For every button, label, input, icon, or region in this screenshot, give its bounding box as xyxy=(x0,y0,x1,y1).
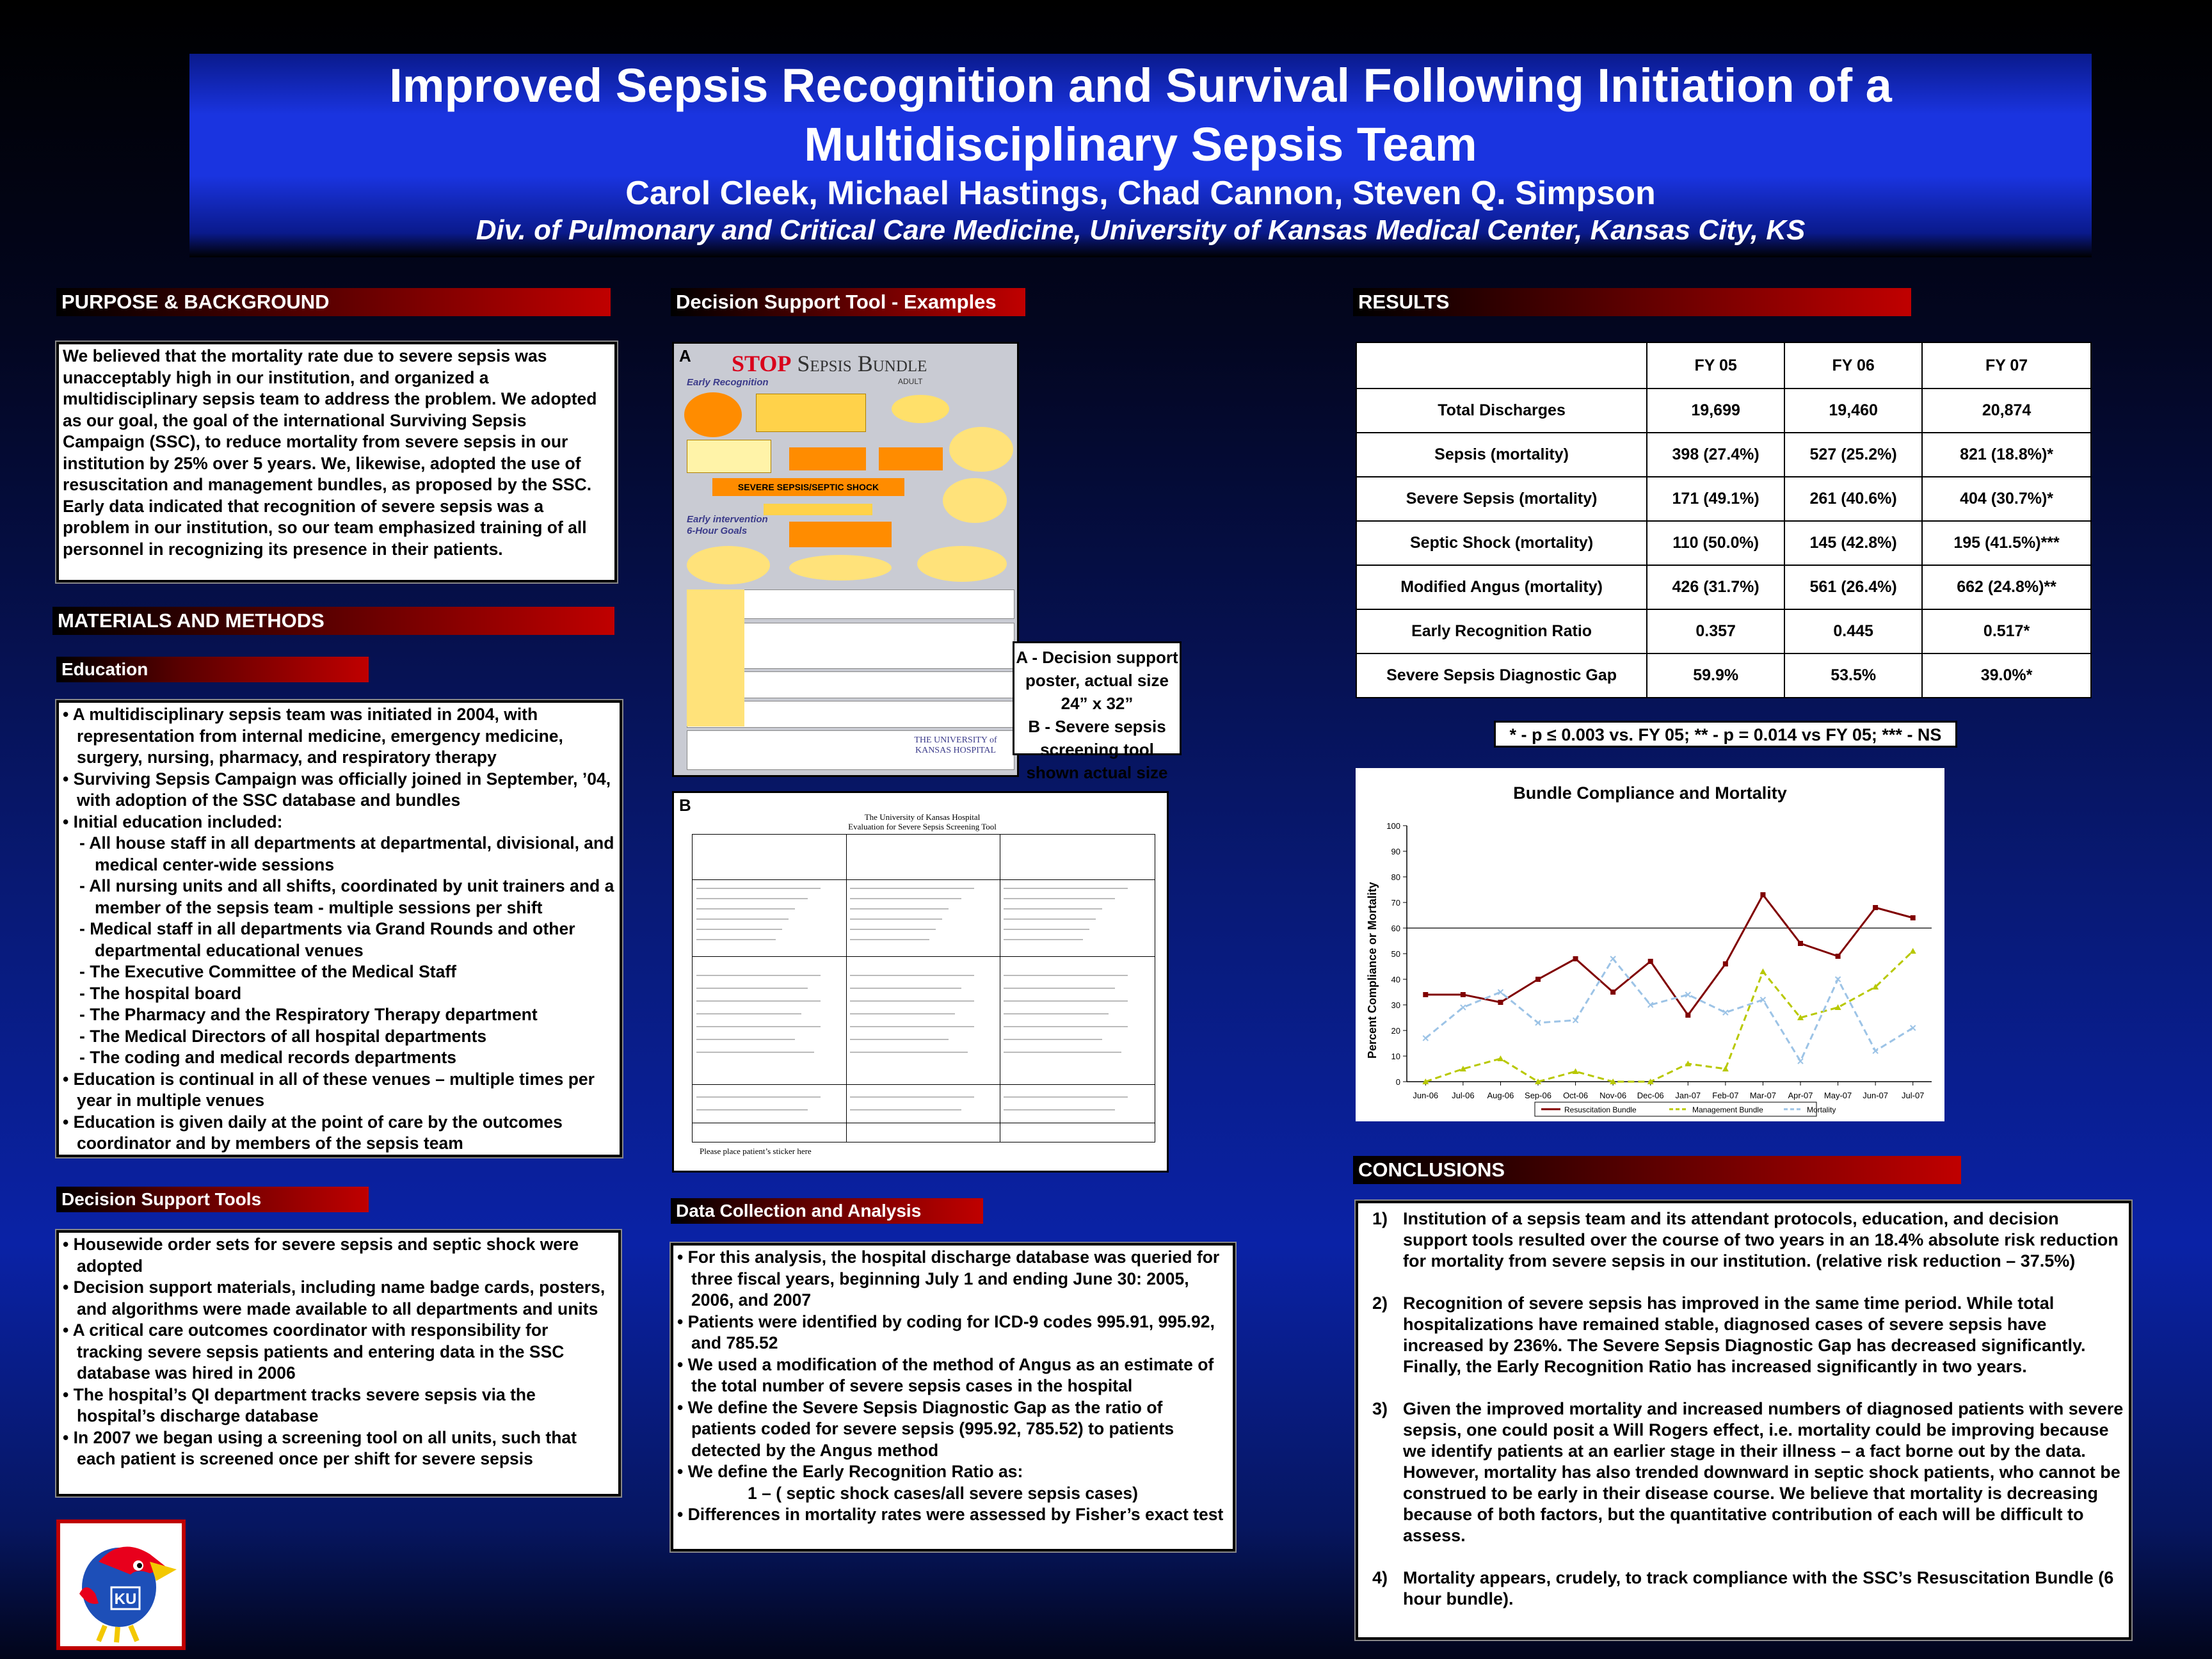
results-header: RESULTS xyxy=(1353,288,1911,316)
poster-six-hour: 6-Hour Goals xyxy=(687,525,748,536)
results-row xyxy=(1356,477,2091,521)
form-lines xyxy=(693,835,1155,1142)
decision-support-tools-header: Decision Support Tools xyxy=(56,1187,369,1212)
results-cell: 110 (50.0%) xyxy=(1647,521,1784,565)
chart-point xyxy=(1910,948,1916,954)
results-cell: 398 (27.4%) xyxy=(1647,433,1784,477)
poster-captions xyxy=(1013,641,1182,782)
education-box xyxy=(56,700,622,1157)
chart-plot-area xyxy=(1386,821,1932,1100)
chart-x-tick-label: Feb-07 xyxy=(1712,1091,1739,1100)
poster-early-recognition: Early Recognition xyxy=(687,377,769,388)
poster-logo: THE UNIVERSITY of KANSAS HOSPITAL xyxy=(914,735,997,755)
data-collection-bullet-item: • We define the Severe Sepsis Diagnostic Gap as the ratio of patients coded for severe sepsis (995.92, 785.52) to patients detected by the Angus method xyxy=(677,1397,1229,1462)
decision-support-bullet-item: • A critical care outcomes coordinator with responsibility for tracking severe sepsis patients and entering data in the SSC database was hired in 2006 xyxy=(63,1320,614,1384)
chart-y-tick-label: 90 xyxy=(1391,847,1400,856)
decision-support-tools-list xyxy=(63,1234,614,1470)
results-footnote: * - p ≤ 0.003 vs. FY 05; ** - p = 0.014 vs FY 05; *** - NS xyxy=(1494,721,1957,748)
results-column-header: FY 06 xyxy=(1784,342,1922,389)
chart-point xyxy=(1723,961,1728,966)
decision-support-tools-box xyxy=(56,1230,621,1496)
chart-point xyxy=(1423,1036,1428,1041)
conclusion-number: 1) xyxy=(1372,1209,1388,1228)
form-label-b: B xyxy=(679,796,691,815)
chart-point xyxy=(1610,990,1615,995)
results-cell: 821 (18.8%)* xyxy=(1922,433,2091,477)
chart-point xyxy=(1648,959,1653,964)
results-column-header: FY 05 xyxy=(1647,342,1784,389)
data-collection-bullet-item: • Patients were identified by coding for ICD-9 codes 995.91, 995.92, and 785.52 xyxy=(677,1311,1229,1354)
chart-legend-label: Resuscitation Bundle xyxy=(1564,1105,1637,1114)
ku-logo-text: KU xyxy=(114,1591,137,1608)
poster-title: Sepsis Bundle xyxy=(797,351,927,376)
poster-shock-box: SEVERE SEPSIS/SEPTIC SHOCK xyxy=(712,478,904,496)
results-cell: 404 (30.7%)* xyxy=(1922,477,2091,521)
conclusion-item: 4) Mortality appears, crudely, to track compliance with the SSC’s Resuscitation Bundle (6 hour bundle). xyxy=(1372,1568,2114,1608)
results-cell: 561 (26.4%) xyxy=(1784,565,1922,609)
results-cell: 53.5% xyxy=(1784,653,1922,698)
education-bullet-item: • A multidisciplinary sepsis team was initiated in 2004, with representation from internal medicine, emergency medicine, surgery, nursing, pharmacy, and respiratory therapy xyxy=(63,704,616,769)
caption-b: B - Severe sepsis screening tool shown actual size xyxy=(1026,717,1168,782)
form-title: The University of Kansas Hospital xyxy=(864,812,981,822)
poster-title-line2: Multidisciplinary Sepsis Team xyxy=(804,118,1477,171)
ku-logo xyxy=(56,1519,186,1650)
education-bullet-item: - The Executive Committee of the Medical Staff xyxy=(63,961,616,983)
chart-point xyxy=(1798,941,1803,946)
poster-label-a: A xyxy=(679,346,691,365)
chart-x-tick-label: Jan-07 xyxy=(1675,1091,1701,1100)
chart-y-axis-label: Percent Compliance or Mortality xyxy=(1366,881,1379,1059)
chart-y-tick-label: 100 xyxy=(1386,821,1400,831)
chart-legend xyxy=(1535,1102,1836,1116)
chart-point xyxy=(1760,892,1765,897)
form-header xyxy=(674,812,1169,831)
poster-stop: STOP xyxy=(732,351,792,376)
conclusions-list xyxy=(1362,1208,2125,1610)
conclusion-number: 2) xyxy=(1372,1294,1388,1313)
results-row xyxy=(1356,609,2091,653)
education-bullet-item: • Education is given daily at the point of care by the outcomes coordinator and by members of the sepsis team xyxy=(63,1112,616,1155)
chart-x-tick-label: Nov-06 xyxy=(1599,1091,1627,1100)
title-banner xyxy=(189,54,2092,257)
results-cell: 19,460 xyxy=(1784,389,1922,433)
chart-point xyxy=(1498,1000,1503,1005)
education-bullet-item: - The coding and medical records departments xyxy=(63,1047,616,1069)
conclusion-item: 2) Recognition of severe sepsis has improved in the same time period. While total hospitalizations have remained stable, diagnosed cases of severe sepsis have increased by 236%. The Severe Sepsis Diagnostic Gap has decreased significantly. Finally, the Early Recognition Ratio has increased significantly in two years. xyxy=(1372,1294,2086,1376)
conclusion-item: 3) Given the improved mortality and increased numbers of diagnosed patients with severe sepsis, one could posit a Will Rogers effect, i.e. mortality could be improving because we identify patients at an earlier stage in their illness – a fact borne out by the data. However, mortality has also trended downward in septic shock patients, who cannot be construed to be early in their disease course. We believe that mortality is decreasing because of both factors, but the quantitative contribution of each will be difficult to assess. xyxy=(1372,1399,2124,1545)
data-collection-bullet-item: • Differences in mortality rates were assessed by Fisher’s exact test xyxy=(677,1504,1229,1526)
results-cell: 0.445 xyxy=(1784,609,1922,653)
results-cell: 39.0%* xyxy=(1922,653,2091,698)
results-cell: Sepsis (mortality) xyxy=(1356,433,1647,477)
results-row xyxy=(1356,653,2091,698)
chart-y-tick-label: 20 xyxy=(1391,1026,1400,1036)
chart-x-tick-label: Sep-06 xyxy=(1525,1091,1551,1100)
conclusion-item: 1) Institution of a sepsis team and its attendant protocols, education, and decision support tools resulted over the course of two years in an 18.4% absolute risk reduction for mortality from severe sepsis in our institution. (relative risk reduction – 37.5%) xyxy=(1372,1209,2119,1270)
chart-y-tick-label: 40 xyxy=(1391,975,1400,984)
chart-point xyxy=(1685,1013,1690,1018)
chart-y-tick-label: 80 xyxy=(1391,872,1400,882)
chart-y-tick-label: 0 xyxy=(1395,1077,1400,1087)
chart-x-tick-label: Jul-06 xyxy=(1452,1091,1475,1100)
chart-point xyxy=(1461,1005,1466,1010)
methods-header: MATERIALS AND METHODS xyxy=(52,607,614,635)
results-cell: 59.9% xyxy=(1647,653,1784,698)
results-cell: 145 (42.8%) xyxy=(1784,521,1922,565)
education-bullet-item: • Surviving Sepsis Campaign was officially joined in September, ’04, with adoption of the SSC database and bundles xyxy=(63,769,616,812)
data-collection-bullet-item: 1 – ( septic shock cases/all severe sepsis cases) xyxy=(748,1483,1138,1503)
affiliation: Div. of Pulmonary and Critical Care Medicine, University of Kansas Medical Center, Kansas City, KS xyxy=(476,214,1806,246)
chart-x-tick-label: Jul-07 xyxy=(1902,1091,1925,1100)
decision-support-bullet-item: • Decision support materials, including name badge cards, posters, and algorithms were made available to all departments and units xyxy=(63,1277,614,1320)
bundle-chart xyxy=(1356,768,1944,1121)
examples-header: Decision Support Tool - Examples xyxy=(671,288,1025,316)
purpose-text: We believed that the mortality rate due to severe sepsis was unacceptably high in our institution, and organized a multidisciplinary sepsis team to address the problem. We adopted as our goal, the goal of the international Surviving Sepsis Campaign (SSC), to reduce mortality from severe sepsis in our institution by 25% over 5 years. We, likewise, adopted the use of resuscitation and management bundles, as proposed by the SSC. Early data indicated that recognition of severe sepsis was a problem in our institution, so our team emphasized training of all personnel in recognizing its presence in their patients. xyxy=(63,346,597,559)
results-row xyxy=(1356,389,2091,433)
purpose-box xyxy=(56,342,617,582)
chart-x-tick-label: Mar-07 xyxy=(1749,1091,1777,1100)
chart-point xyxy=(1722,1066,1729,1071)
results-table xyxy=(1356,342,2092,698)
form-subtitle: Evaluation for Severe Sepsis Screening Tool xyxy=(848,822,997,831)
conclusion-number: 4) xyxy=(1372,1568,1388,1587)
chart-title: Bundle Compliance and Mortality xyxy=(1513,783,1787,803)
chart-svg xyxy=(1356,768,1944,1121)
poster-adult: ADULT xyxy=(898,377,923,386)
education-header: Education xyxy=(56,657,369,682)
results-row xyxy=(1356,565,2091,609)
results-row xyxy=(1356,521,2091,565)
chart-x-tick-label: Jun-07 xyxy=(1863,1091,1889,1100)
chart-x-tick-label: Apr-07 xyxy=(1788,1091,1813,1100)
results-cell: 261 (40.6%) xyxy=(1784,477,1922,521)
chart-y-tick-label: 30 xyxy=(1391,1000,1400,1010)
authors: Carol Cleek, Michael Hastings, Chad Cannon, Steven Q. Simpson xyxy=(625,175,1656,212)
form-footer: Please place patient’s sticker here xyxy=(700,1146,812,1156)
data-collection-bullet-item: • We define the Early Recognition Ratio as: xyxy=(677,1461,1229,1483)
education-bullet-item: • Education is continual in all of these venues – multiple times per year in multiple venues xyxy=(63,1069,616,1112)
chart-y-tick-label: 70 xyxy=(1391,898,1400,908)
chart-x-tick-label: Dec-06 xyxy=(1637,1091,1664,1100)
results-cell: 0.517* xyxy=(1922,609,2091,653)
chart-legend-label: Mortality xyxy=(1807,1105,1836,1114)
chart-point xyxy=(1873,905,1878,910)
chart-point xyxy=(1461,992,1466,997)
decision-support-bullet-item: • Housewide order sets for severe sepsis and septic shock were adopted xyxy=(63,1234,614,1277)
results-cell: Early Recognition Ratio xyxy=(1356,609,1647,653)
chart-series-line xyxy=(1425,951,1912,1082)
education-list xyxy=(63,704,616,1155)
results-cell: 20,874 xyxy=(1922,389,2091,433)
results-cell: Severe Sepsis (mortality) xyxy=(1356,477,1647,521)
results-cell: 195 (41.5%)*** xyxy=(1922,521,2091,565)
results-row xyxy=(1356,433,2091,477)
chart-x-tick-label: Jun-06 xyxy=(1413,1091,1439,1100)
conclusion-number: 3) xyxy=(1372,1399,1388,1418)
results-cell: 527 (25.2%) xyxy=(1784,433,1922,477)
chart-point xyxy=(1573,956,1578,961)
data-collection-bullet-item: • We used a modification of the method of Angus as an estimate of the total number of severe sepsis cases in the hospital xyxy=(677,1354,1229,1397)
data-collection-bullet-item: • For this analysis, the hospital discharge database was queried for three fiscal years, beginning July 1 and ending June 30: 2005, 2006, and 2007 xyxy=(677,1247,1229,1311)
chart-y-tick-label: 60 xyxy=(1391,924,1400,933)
results-column-header xyxy=(1356,342,1647,389)
results-cell: 0.357 xyxy=(1647,609,1784,653)
chart-point xyxy=(1911,915,1916,920)
results-cell: 662 (24.8%)** xyxy=(1922,565,2091,609)
screening-tool-form xyxy=(672,791,1169,1173)
chart-y-tick-label: 50 xyxy=(1391,949,1400,959)
chart-legend-label: Management Bundle xyxy=(1692,1105,1763,1114)
education-bullet-item: • Initial education included: xyxy=(63,812,616,833)
purpose-header: PURPOSE & BACKGROUND xyxy=(56,288,611,316)
data-collection-header: Data Collection and Analysis xyxy=(671,1198,983,1224)
form-grid xyxy=(692,834,1155,1142)
education-bullet-item: - Medical staff in all departments via Grand Rounds and other departmental educational venues xyxy=(63,918,616,961)
results-cell: Modified Angus (mortality) xyxy=(1356,565,1647,609)
chart-point xyxy=(1759,968,1766,974)
jayhawk-logo-icon xyxy=(60,1523,182,1646)
decision-support-poster xyxy=(672,342,1019,777)
chart-x-tick-label: Aug-06 xyxy=(1487,1091,1514,1100)
conclusions-box xyxy=(1356,1201,2131,1640)
results-cell: 19,699 xyxy=(1647,389,1784,433)
poster-early-intervention: Early intervention xyxy=(687,514,768,525)
data-collection-box xyxy=(671,1243,1235,1551)
chart-x-tick-label: Oct-06 xyxy=(1563,1091,1589,1100)
results-cell: 426 (31.7%) xyxy=(1647,565,1784,609)
chart-point xyxy=(1610,956,1615,961)
results-cell: Septic Shock (mortality) xyxy=(1356,521,1647,565)
chart-point xyxy=(1535,977,1541,982)
poster-title-line1: Improved Sepsis Recognition and Survival Following Initiation of a xyxy=(389,59,1892,112)
chart-x-tick-label: May-07 xyxy=(1823,1091,1852,1100)
education-bullet-item: - The hospital board xyxy=(63,983,616,1005)
caption-a: A - Decision support poster, actual size 24” x 32” xyxy=(1016,648,1178,713)
chart-y-tick-label: 10 xyxy=(1391,1052,1400,1061)
education-bullet-item: - The Medical Directors of all hospital departments xyxy=(63,1026,616,1048)
education-bullet-item: - All house staff in all departments at departmental, divisional, and medical center-wide sessions xyxy=(63,833,616,876)
conclusions-header: CONCLUSIONS xyxy=(1353,1156,1961,1184)
results-cell: Total Discharges xyxy=(1356,389,1647,433)
education-bullet-item: - All nursing units and all shifts, coordinated by unit trainers and a member of the sepsis team - multiple sessions per shift xyxy=(63,876,616,918)
decision-support-bullet-item: • The hospital’s QI department tracks severe sepsis via the hospital’s discharge database xyxy=(63,1384,614,1427)
results-cell: Severe Sepsis Diagnostic Gap xyxy=(1356,653,1647,698)
chart-point xyxy=(1836,954,1841,959)
chart-point xyxy=(1423,992,1428,997)
data-collection-list xyxy=(677,1247,1229,1526)
results-cell: 171 (49.1%) xyxy=(1647,477,1784,521)
education-bullet-item: - The Pharmacy and the Respiratory Therapy department xyxy=(63,1004,616,1026)
decision-support-bullet-item: • In 2007 we began using a screening tool on all units, such that each patient is screened once per shift for severe sepsis xyxy=(63,1427,614,1470)
results-column-header: FY 07 xyxy=(1922,342,2091,389)
